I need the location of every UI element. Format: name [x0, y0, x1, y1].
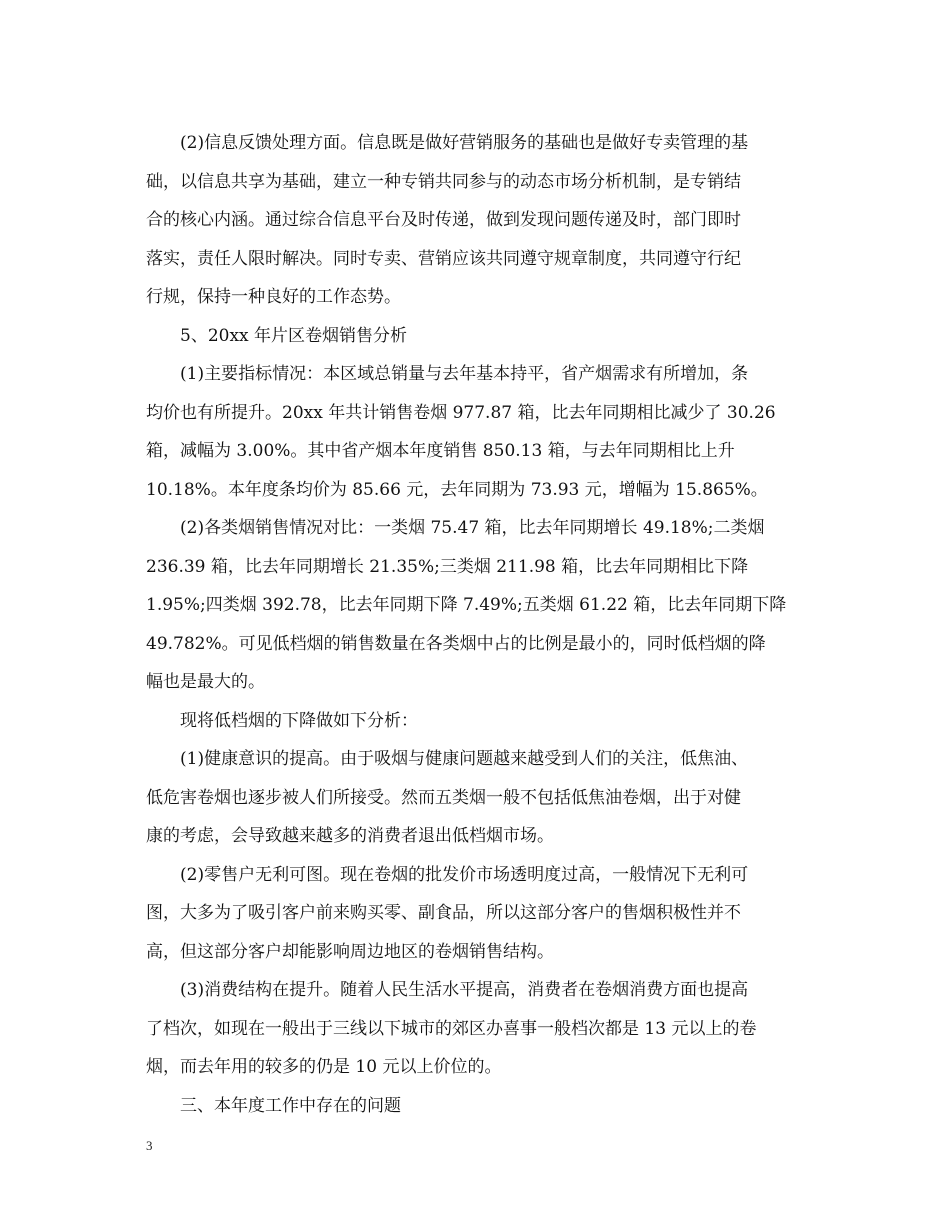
text-line: 箱，减幅为 3.00%。其中省产烟本年度销售 850.13 箱，与去年同期相比上升 — [146, 441, 735, 461]
text-line: (2)各类烟销售情况对比：一类烟 75.47 箱，比去年同期增长 49.18%;二类烟 — [180, 518, 765, 538]
document-body — [146, 124, 814, 1125]
text-line: 图，大多为了吸引客户前来购买零、副食品，所以这部分客户的售烟积极性并不 — [146, 903, 741, 923]
text-line: 三、本年度工作中存在的问题 — [180, 1095, 401, 1116]
text-line: 低危害卷烟也逐步被人们所接受。然而五类烟一般不包括低焦油卷烟，出于对健 — [146, 787, 741, 808]
text-line: 高，但这部分客户却能影响周边地区的卷烟销售结构。 — [146, 941, 554, 962]
text-line: 合的核心内涵。通过综合信息平台及时传递，做到发现问题传递及时，部门即时 — [146, 210, 741, 230]
text-line: 幅也是最大的。 — [146, 672, 265, 692]
text-line: 烟，而去年用的较多的仍是 10 元以上价位的。 — [146, 1057, 502, 1077]
text-line: 落实，责任人限时解决。同时专卖、营销应该共同遵守规章制度，共同遵守行纪 — [146, 248, 741, 269]
text-line: (2)信息反馈处理方面。信息既是做好营销服务的基础也是做好专卖管理的基 — [180, 133, 749, 153]
text-line: 236.39 箱，比去年同期增长 21.35%;三类烟 211.98 箱，比去年同期相比下降 — [146, 556, 749, 577]
text-line: (1)主要指标情况：本区域总销量与去年基本持平，省产烟需求有所增加，条 — [180, 364, 749, 384]
page-number: 3 — [146, 1138, 153, 1153]
text-line: 49.782%。可见低档烟的销售数量在各类烟中占的比例是最小的，同时低档烟的降 — [146, 633, 766, 654]
text-line: 础，以信息共享为基础，建立一种专销共同参与的动态市场分析机制，是专销结 — [146, 171, 741, 192]
text-line: 了档次，如现在一般出于三线以下城市的郊区办喜事一般档次都是 13 元以上的卷 — [146, 1018, 757, 1039]
text-line: 康的考虑，会导致越来越多的消费者退出低档烟市场。 — [146, 826, 554, 846]
text-line: (3)消费结构在提升。随着人民生活水平提高，消费者在卷烟消费方面也提高 — [180, 980, 749, 1000]
text-line: 行规，保持一种良好的工作态势。 — [146, 287, 401, 307]
text-line: (2)零售户无利可图。现在卷烟的批发价市场透明度过高，一般情况下无利可 — [180, 864, 749, 885]
text-line: 均价也有所提升。20xx 年共计销售卷烟 977.87 箱，比去年同期相比减少了 30.26 — [146, 402, 776, 423]
text-line: 5、20xx 年片区卷烟销售分析 — [180, 325, 408, 346]
text-line: 10.18%。本年度条均价为 85.66 元，去年同期为 73.93 元，增幅为 15.865%。 — [146, 479, 768, 500]
text-line: (1)健康意识的提高。由于吸烟与健康问题越来越受到人们的关注，低焦油、 — [180, 749, 749, 769]
text-line: 1.95%;四类烟 392.78，比去年同期下降 7.49%;五类烟 61.22 箱，比去年同期下降 — [146, 595, 787, 615]
text-line: 现将低档烟的下降做如下分析： — [180, 710, 418, 731]
